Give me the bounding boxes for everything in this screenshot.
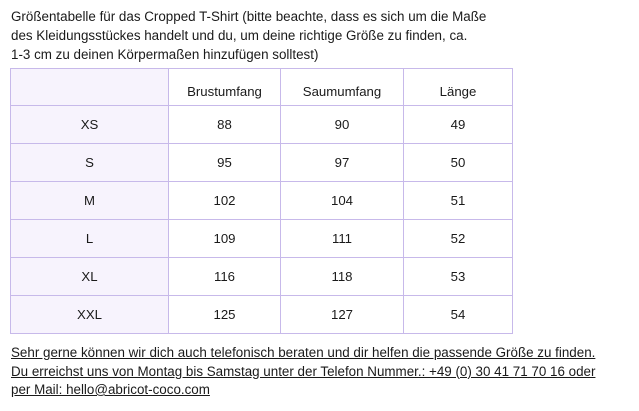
intro-text (11, 7, 631, 64)
intro-line-2: des Kleidungsstückes handelt und du, um deine richtige Größe zu finden, ca. (11, 28, 468, 43)
size-label: M (11, 182, 169, 220)
saumumfang-value: 90 (281, 106, 404, 144)
table-row (11, 182, 513, 220)
laenge-value: 54 (404, 296, 513, 334)
table-row (11, 106, 513, 144)
footer-line-2[interactable]: Du erreichst uns von Montag bis Samstag unter der Telefon Nummer.: +49 (0) 30 41 71 70 16 oder (11, 363, 596, 379)
brustumfang-value: 125 (169, 296, 281, 334)
laenge-value: 51 (404, 182, 513, 220)
brustumfang-value: 95 (169, 144, 281, 182)
brustumfang-value: 102 (169, 182, 281, 220)
size-label: L (11, 220, 169, 258)
saumumfang-value: 111 (281, 220, 404, 258)
saumumfang-value: 118 (281, 258, 404, 296)
size-label: XL (11, 258, 169, 296)
size-chart-table (10, 68, 513, 334)
table-header-row (11, 69, 513, 106)
table-row (11, 144, 513, 182)
header-brustumfang: Brustumfang (169, 69, 281, 106)
footer-line-1: Sehr gerne können wir dich auch telefonisch beraten und dir helfen die passende Größe zu finden. (11, 345, 596, 360)
brustumfang-value: 88 (169, 106, 281, 144)
saumumfang-value: 104 (281, 182, 404, 220)
laenge-value: 52 (404, 220, 513, 258)
header-saumumfang: Saumumfang (281, 69, 404, 106)
size-label: XS (11, 106, 169, 144)
table-row (11, 220, 513, 258)
saumumfang-value: 127 (281, 296, 404, 334)
laenge-value: 50 (404, 144, 513, 182)
laenge-value: 53 (404, 258, 513, 296)
size-label: S (11, 144, 169, 182)
footer-line-3[interactable]: per Mail: hello@abricot-coco.com (11, 382, 210, 397)
intro-line-1: Größentabelle für das Cropped T-Shirt (bitte beachte, dass es sich um die Maße (11, 9, 487, 24)
brustumfang-value: 109 (169, 220, 281, 258)
intro-line-3: 1-3 cm zu deinen Körpermaßen hinzufügen solltest) (11, 47, 319, 62)
table-row (11, 296, 513, 334)
header-laenge: Länge (404, 69, 513, 106)
laenge-value: 49 (404, 106, 513, 144)
brustumfang-value: 116 (169, 258, 281, 296)
size-label: XXL (11, 296, 169, 334)
contact-footer (11, 344, 636, 400)
header-empty-cell (11, 69, 169, 106)
saumumfang-value: 97 (281, 144, 404, 182)
table-row (11, 258, 513, 296)
